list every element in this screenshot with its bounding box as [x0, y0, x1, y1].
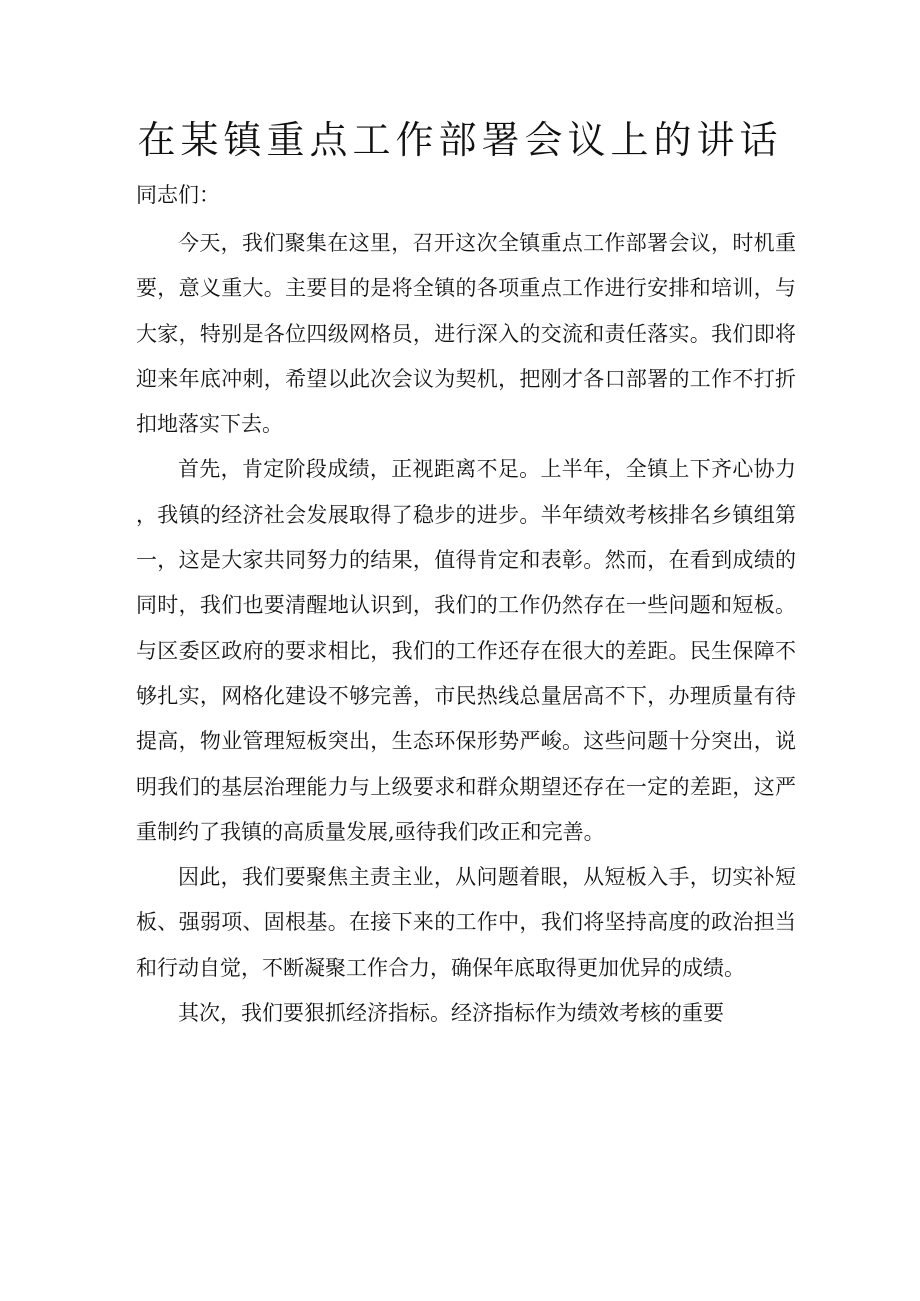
- paragraph-3: 因此，我们要聚焦主责主业，从问题着眼，从短板入手，切实补短板、强弱项、固根基。在接下来的工作中，我们将坚持高度的政治担当和行动自觉，不断凝聚工作合力，确保年底取得更加优异的成绩。: [136, 865, 796, 980]
- document-body: [136, 221, 796, 1036]
- paragraph-1: 今天，我们聚集在这里，召开这次全镇重点工作部署会议，时机重要，意义重大。主要目的是将全镇的各项重点工作进行安排和培训，与大家，特别是各位四级网格员，进行深入的交流和责任落实。我们即将迎来年底冲刺，希望以此次会议为契机，把刚才各口部署的工作不打折扣地落实下去。: [136, 231, 796, 437]
- paragraph-4: 其次，我们要狠抓经济指标。经济指标作为绩效考核的重要: [178, 1001, 724, 1026]
- paragraph-2: 首先，肯定阶段成绩，正视距离不足。上半年，全镇上下齐心协力，我镇的经济社会发展取得了稳步的进步。半年绩效考核排名乡镇组第一，这是大家共同努力的结果，值得肯定和表彰。然而，在看到成绩的同时，我们也要清醒地认识到，我们的工作仍然存在一些问题和短板。与区委区政府的要求相比，我们的工作还存在很大的差距。民生保障不够扎实，网格化建设不够完善，市民热线总量居高不下，办理质量有待提高，物业管理短板突出，生态环保形势严峻。这些问题十分突出，说明我们的基层治理能力与上级要求和群众期望还存在一定的差距，这严重制约了我镇的高质量发展,亟待我们改正和完善。: [136, 457, 796, 844]
- salutation: 同志们：: [136, 183, 220, 207]
- document-title: 在某镇重点工作部署会议上的讲话: [137, 118, 783, 162]
